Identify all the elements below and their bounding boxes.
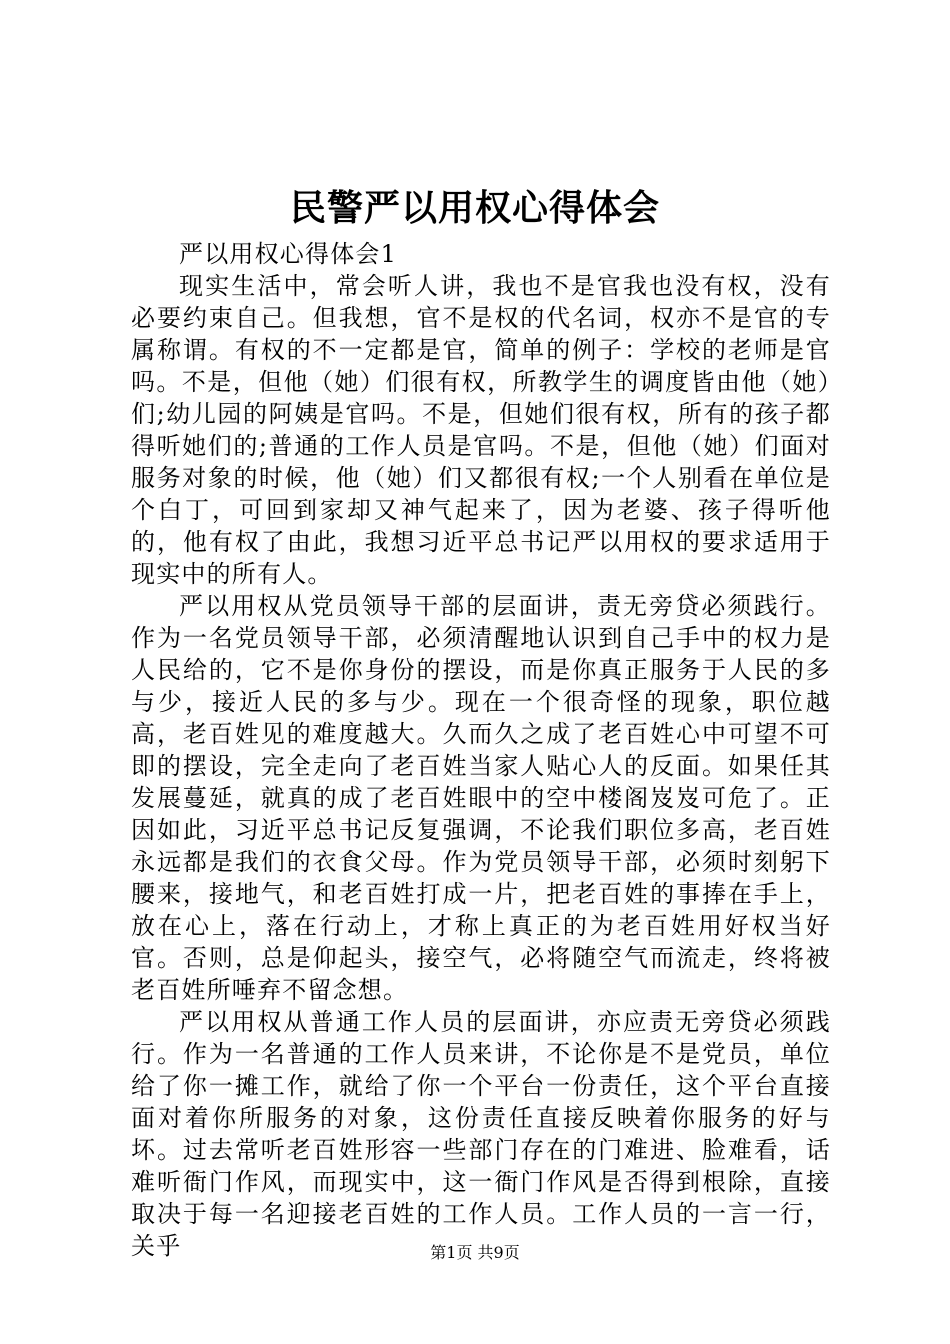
body-paragraph: 严以用权从党员领导干部的层面讲，责无旁贷必须践行。作为一名党员领导干部，必须清醒地认识到自己手中的权力是人民给的，它不是你身份的摆设，而是你真正服务于人民的多与少，接近人民的多与少。现在一个很奇怪的现象，职位越高，老百姓见的难度越大。久而久之成了老百姓心中可望不可即的摆设，完全走向了老百姓当家人贴心人的反面。如果任其发展蔓延，就真的成了老百姓眼中的空中楼阁岌岌可危了。正因如此，习近平总书记反复强调，不论我们职位多高，老百姓永远都是我们的衣食父母。作为党员领导干部，必须时刻躬下腰来，接地气，和老百姓打成一片，把老百姓的事捧在手上，放在心上，落在行动上，才称上真正的为老百姓用好权当好官。否则，总是仰起头，接空气，必将随空气而流走，终将被老百姓所唾弃不留念想。 [131, 592, 831, 1004]
page-footer: 第1页 共9页 [430, 1243, 520, 1262]
body-paragraph: 现实生活中，常会听人讲，我也不是官我也没有权，没有必要约束自己。但我想，官不是权的代名词，权亦不是官的专属称谓。有权的不一定都是官，简单的例子：学校的老师是官吗。不是，但他（她）们很有权，所教学生的调度皆由他（她）们;幼儿园的阿姨是官吗。不是，但她们很有权，所有的孩子都得听她们的;普通的工作人员是官吗。不是，但他（她）们面对服务对象的时候，他（她）们又都很有权;一个人别看在单位是个白丁，可回到家却又神气起来了，因为老婆、孩子得听他的，他有权了由此，我想习近平总书记严以用权的要求适用于现实中的所有人。 [131, 272, 831, 588]
body-paragraph: 严以用权从普通工作人员的层面讲，亦应责无旁贷必须践行。作为一名普通的工作人员来讲，不论你是不是党员，单位给了你一摊工作，就给了你一个平台一份责任，这个平台直接面对着你所服务的对象，这份责任直接反映着你服务的好与坏。过去常听老百姓形容一些部门存在的门难进、脸难看，话难听衙门作风，而现实中，这一衙门作风是否得到根除，直接取决于每一名迎接老百姓的工作人员。工作人员的一言一行，关乎 [131, 1008, 831, 1260]
section-heading: 严以用权心得体会1 [179, 240, 398, 268]
document-body [131, 238, 831, 1262]
page-title: 民警严以用权心得体会 [289, 187, 660, 229]
